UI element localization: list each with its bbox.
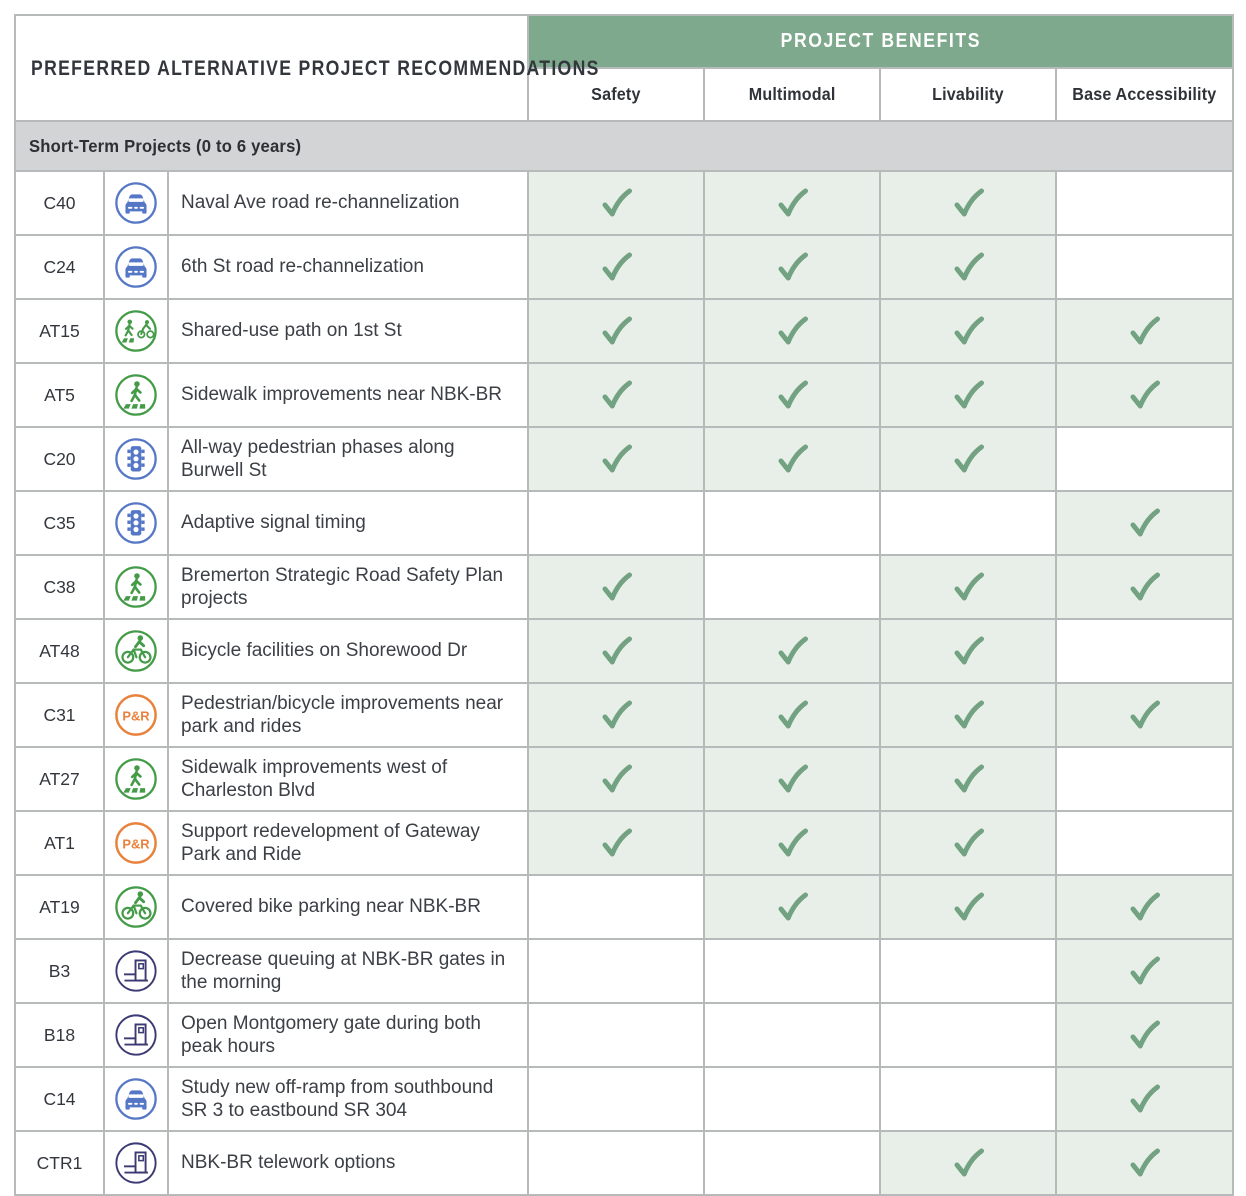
benefit-cell-livability <box>880 683 1056 747</box>
checkmark-icon <box>951 386 986 403</box>
project-row-at48 <box>15 619 1233 683</box>
checkmark-icon <box>951 642 986 659</box>
checkmark-icon <box>1127 1090 1162 1107</box>
project-id: AT19 <box>39 896 80 917</box>
benefit-cell-multimodal <box>704 1131 880 1195</box>
project-description-cell <box>168 1003 528 1067</box>
project-description-cell <box>168 811 528 875</box>
benefit-cell-safety <box>528 619 704 683</box>
project-benefits-header <box>528 15 1233 68</box>
project-icon-cell <box>104 1067 168 1131</box>
project-benefits-label: PROJECT BENEFITS <box>780 30 981 52</box>
checkmark-icon <box>951 450 986 467</box>
project-icon-cell <box>104 939 168 1003</box>
benefit-cell-base-accessibility <box>1056 235 1233 299</box>
benefit-cell-safety <box>528 1067 704 1131</box>
project-description: 6th St road re-channelization <box>181 256 424 278</box>
project-description: Bicycle facilities on Shorewood Dr <box>181 640 468 662</box>
checkmark-icon <box>599 450 634 467</box>
checkmark-icon <box>951 1154 986 1171</box>
checkmark-icon <box>599 706 634 723</box>
pedestrian-bicycle-icon <box>113 322 159 339</box>
benefit-cell-multimodal <box>704 363 880 427</box>
benefit-cell-base-accessibility <box>1056 747 1233 811</box>
section-band <box>15 121 1233 171</box>
benefit-cell-livability <box>880 1131 1056 1195</box>
project-id-cell <box>15 939 104 1003</box>
benefit-cell-safety <box>528 491 704 555</box>
project-description: Pedestrian/bicycle improvements near park and rides <box>181 692 504 737</box>
project-id-cell <box>15 171 104 235</box>
benefit-cell-multimodal <box>704 299 880 363</box>
benefit-cell-multimodal <box>704 811 880 875</box>
benefit-cell-base-accessibility <box>1056 875 1233 939</box>
project-icon-cell <box>104 235 168 299</box>
benefit-cell-livability <box>880 1067 1056 1131</box>
project-row-ctr1 <box>15 1131 1233 1195</box>
project-row-at1 <box>15 811 1233 875</box>
project-icon-cell <box>104 747 168 811</box>
traffic-signal-icon <box>113 514 159 531</box>
project-description-cell <box>168 235 528 299</box>
project-description: Sidewalk improvements near NBK-BR <box>181 384 503 406</box>
project-id-cell <box>15 363 104 427</box>
checkmark-icon <box>599 194 634 211</box>
benefit-cell-base-accessibility <box>1056 939 1233 1003</box>
benefit-cell-safety <box>528 299 704 363</box>
car-icon <box>113 194 159 211</box>
park-and-ride-icon <box>113 834 159 851</box>
project-id-cell <box>15 1003 104 1067</box>
project-id: C14 <box>43 1088 76 1109</box>
benefit-cell-safety <box>528 1131 704 1195</box>
project-icon-cell <box>104 683 168 747</box>
project-id: AT5 <box>44 384 75 405</box>
svg-text:P&R: P&R <box>122 836 150 852</box>
benefit-cell-multimodal <box>704 555 880 619</box>
checkmark-icon <box>1127 514 1162 531</box>
project-description: Bremerton Strategic Road Safety Plan projects <box>181 564 504 609</box>
benefit-cell-base-accessibility <box>1056 1131 1233 1195</box>
project-description-cell <box>168 747 528 811</box>
project-icon-cell <box>104 491 168 555</box>
benefit-cell-multimodal <box>704 875 880 939</box>
project-id: C38 <box>43 576 76 597</box>
checkmark-icon <box>1127 578 1162 595</box>
project-id: AT15 <box>39 320 80 341</box>
checkmark-icon <box>951 834 986 851</box>
column-header-base-accessibility <box>1056 68 1233 121</box>
benefit-cell-base-accessibility <box>1056 363 1233 427</box>
checkmark-icon <box>951 706 986 723</box>
checkmark-icon <box>1127 898 1162 915</box>
checkmark-icon <box>775 322 810 339</box>
project-row-at5 <box>15 363 1233 427</box>
checkmark-icon <box>951 770 986 787</box>
project-row-c14 <box>15 1067 1233 1131</box>
checkmark-icon <box>599 770 634 787</box>
column-header-label: Multimodal <box>748 84 836 104</box>
benefit-cell-livability <box>880 1003 1056 1067</box>
header-row-top <box>15 15 1233 68</box>
benefit-cell-safety <box>528 1003 704 1067</box>
benefit-cell-base-accessibility <box>1056 811 1233 875</box>
project-row-at27 <box>15 747 1233 811</box>
project-description-cell <box>168 491 528 555</box>
checkmark-icon <box>599 834 634 851</box>
column-header-label: Safety <box>591 84 641 104</box>
project-description: Support redevelopment of Gateway Park and Ride <box>181 820 480 865</box>
column-header-livability <box>880 68 1056 121</box>
base-gate-icon <box>113 1026 159 1043</box>
project-icon-cell <box>104 427 168 491</box>
benefit-cell-multimodal <box>704 1003 880 1067</box>
benefit-cell-safety <box>528 683 704 747</box>
checkmark-icon <box>775 770 810 787</box>
project-description: All-way pedestrian phases along Burwell St <box>181 436 455 481</box>
project-description-cell <box>168 683 528 747</box>
project-id: B3 <box>48 960 71 981</box>
project-id: AT1 <box>44 832 75 853</box>
section-band-row <box>15 121 1233 171</box>
benefit-cell-base-accessibility <box>1056 299 1233 363</box>
project-description: Adaptive signal timing <box>181 512 366 534</box>
project-id: AT27 <box>39 768 80 789</box>
project-id: CTR1 <box>36 1152 83 1173</box>
checkmark-icon <box>1127 706 1162 723</box>
benefit-cell-safety <box>528 427 704 491</box>
project-description: Naval Ave road re-channelization <box>181 192 460 214</box>
checkmark-icon <box>1127 386 1162 403</box>
bicycle-icon <box>113 898 159 915</box>
benefit-cell-livability <box>880 619 1056 683</box>
benefit-cell-safety <box>528 555 704 619</box>
project-id-cell <box>15 1067 104 1131</box>
checkmark-icon <box>775 834 810 851</box>
project-id-cell <box>15 875 104 939</box>
project-id: C24 <box>43 256 76 277</box>
benefit-cell-multimodal <box>704 939 880 1003</box>
project-description: Shared-use path on 1st St <box>181 320 402 342</box>
traffic-signal-icon <box>113 450 159 467</box>
checkmark-icon <box>775 706 810 723</box>
project-description-cell <box>168 875 528 939</box>
project-id-cell <box>15 427 104 491</box>
project-icon-cell <box>104 555 168 619</box>
project-row-c31 <box>15 683 1233 747</box>
checkmark-icon <box>775 450 810 467</box>
checkmark-icon <box>599 578 634 595</box>
benefit-cell-base-accessibility <box>1056 427 1233 491</box>
column-header-label: Livability <box>932 84 1004 104</box>
table-title-cell <box>15 15 600 121</box>
benefit-cell-livability <box>880 875 1056 939</box>
pedestrian-crosswalk-icon <box>113 386 159 403</box>
checkmark-icon <box>1127 962 1162 979</box>
project-description: Sidewalk improvements west of Charleston Blvd <box>181 756 448 801</box>
project-row-c24 <box>15 235 1233 299</box>
benefit-cell-multimodal <box>704 491 880 555</box>
benefit-cell-base-accessibility <box>1056 619 1233 683</box>
project-id-cell <box>15 1131 104 1195</box>
benefit-cell-multimodal <box>704 235 880 299</box>
column-header-multimodal <box>704 68 880 121</box>
project-id-cell <box>15 299 104 363</box>
project-icon-cell <box>104 1003 168 1067</box>
project-id-cell <box>15 555 104 619</box>
pedestrian-crosswalk-icon <box>113 578 159 595</box>
project-description: Open Montgomery gate during both peak hours <box>181 1012 481 1057</box>
project-row-b18 <box>15 1003 1233 1067</box>
project-icon-cell <box>104 1131 168 1195</box>
benefit-cell-safety <box>528 235 704 299</box>
benefit-cell-multimodal <box>704 683 880 747</box>
benefit-cell-base-accessibility <box>1056 1003 1233 1067</box>
project-row-c38 <box>15 555 1233 619</box>
benefit-cell-safety <box>528 747 704 811</box>
project-id: C31 <box>43 704 76 725</box>
benefit-cell-base-accessibility <box>1056 491 1233 555</box>
project-row-c40 <box>15 171 1233 235</box>
benefit-cell-multimodal <box>704 619 880 683</box>
column-header-label: Base Accessibility <box>1072 84 1217 104</box>
checkmark-icon <box>775 898 810 915</box>
project-row-at15 <box>15 299 1233 363</box>
checkmark-icon <box>951 194 986 211</box>
project-icon-cell <box>104 875 168 939</box>
project-id: C35 <box>43 512 76 533</box>
project-description-cell <box>168 427 528 491</box>
car-icon <box>113 258 159 275</box>
checkmark-icon <box>599 322 634 339</box>
table-title: PREFERRED ALTERNATIVE PROJECT RECOMMENDATIONS <box>31 55 600 80</box>
project-description-cell <box>168 555 528 619</box>
benefit-cell-safety <box>528 171 704 235</box>
project-row-c20 <box>15 427 1233 491</box>
project-recommendations-table <box>14 14 1234 1196</box>
benefit-cell-livability <box>880 811 1056 875</box>
section-band-label: Short-Term Projects (0 to 6 years) <box>29 135 302 156</box>
benefit-cell-base-accessibility <box>1056 555 1233 619</box>
car-icon <box>113 1090 159 1107</box>
project-description-cell <box>168 939 528 1003</box>
benefit-cell-livability <box>880 747 1056 811</box>
project-icon-cell <box>104 299 168 363</box>
project-id: B18 <box>43 1024 76 1045</box>
benefit-cell-base-accessibility <box>1056 1067 1233 1131</box>
project-description-cell <box>168 171 528 235</box>
benefit-cell-multimodal <box>704 427 880 491</box>
checkmark-icon <box>951 258 986 275</box>
project-description-cell <box>168 299 528 363</box>
benefit-cell-safety <box>528 939 704 1003</box>
project-icon-cell <box>104 811 168 875</box>
checkmark-icon <box>1127 1026 1162 1043</box>
checkmark-icon <box>951 578 986 595</box>
project-description-cell <box>168 619 528 683</box>
project-description-cell <box>168 363 528 427</box>
project-icon-cell <box>104 171 168 235</box>
checkmark-icon <box>1127 1154 1162 1171</box>
project-icon-cell <box>104 619 168 683</box>
benefit-cell-multimodal <box>704 1067 880 1131</box>
project-row-b3 <box>15 939 1233 1003</box>
benefit-cell-livability <box>880 491 1056 555</box>
checkmark-icon <box>775 258 810 275</box>
pedestrian-crosswalk-icon <box>113 770 159 787</box>
park-and-ride-icon <box>113 706 159 723</box>
benefit-cell-livability <box>880 427 1056 491</box>
benefit-cell-livability <box>880 299 1056 363</box>
benefit-cell-livability <box>880 235 1056 299</box>
project-description: Study new off-ramp from southbound SR 3 to eastbound SR 304 <box>181 1076 494 1121</box>
project-id-cell <box>15 619 104 683</box>
checkmark-icon <box>599 642 634 659</box>
project-id-cell <box>15 235 104 299</box>
checkmark-icon <box>775 194 810 211</box>
benefit-cell-safety <box>528 363 704 427</box>
project-id: C40 <box>43 192 76 213</box>
project-row-c35 <box>15 491 1233 555</box>
benefit-cell-safety <box>528 875 704 939</box>
checkmark-icon <box>1127 322 1162 339</box>
project-description-cell <box>168 1067 528 1131</box>
project-description: Decrease queuing at NBK-BR gates in the morning <box>181 948 506 993</box>
project-description: NBK-BR telework options <box>181 1152 396 1174</box>
project-description: Covered bike parking near NBK-BR <box>181 896 481 918</box>
base-gate-icon <box>113 1154 159 1171</box>
checkmark-icon <box>775 386 810 403</box>
checkmark-icon <box>951 322 986 339</box>
base-gate-icon <box>113 962 159 979</box>
benefit-cell-livability <box>880 363 1056 427</box>
project-row-at19 <box>15 875 1233 939</box>
svg-text:P&R: P&R <box>122 708 150 724</box>
benefit-cell-safety <box>528 811 704 875</box>
benefit-cell-livability <box>880 555 1056 619</box>
project-id-cell <box>15 747 104 811</box>
project-id-cell <box>15 491 104 555</box>
project-id: C20 <box>43 448 76 469</box>
checkmark-icon <box>775 642 810 659</box>
benefit-cell-base-accessibility <box>1056 683 1233 747</box>
checkmark-icon <box>951 898 986 915</box>
project-id: AT48 <box>39 640 80 661</box>
project-description-cell <box>168 1131 528 1195</box>
project-id-cell <box>15 683 104 747</box>
benefit-cell-livability <box>880 939 1056 1003</box>
checkmark-icon <box>599 386 634 403</box>
benefit-cell-base-accessibility <box>1056 171 1233 235</box>
benefit-cell-multimodal <box>704 171 880 235</box>
project-icon-cell <box>104 363 168 427</box>
checkmark-icon <box>599 258 634 275</box>
project-id-cell <box>15 811 104 875</box>
benefit-cell-multimodal <box>704 747 880 811</box>
bicycle-icon <box>113 642 159 659</box>
benefit-cell-livability <box>880 171 1056 235</box>
